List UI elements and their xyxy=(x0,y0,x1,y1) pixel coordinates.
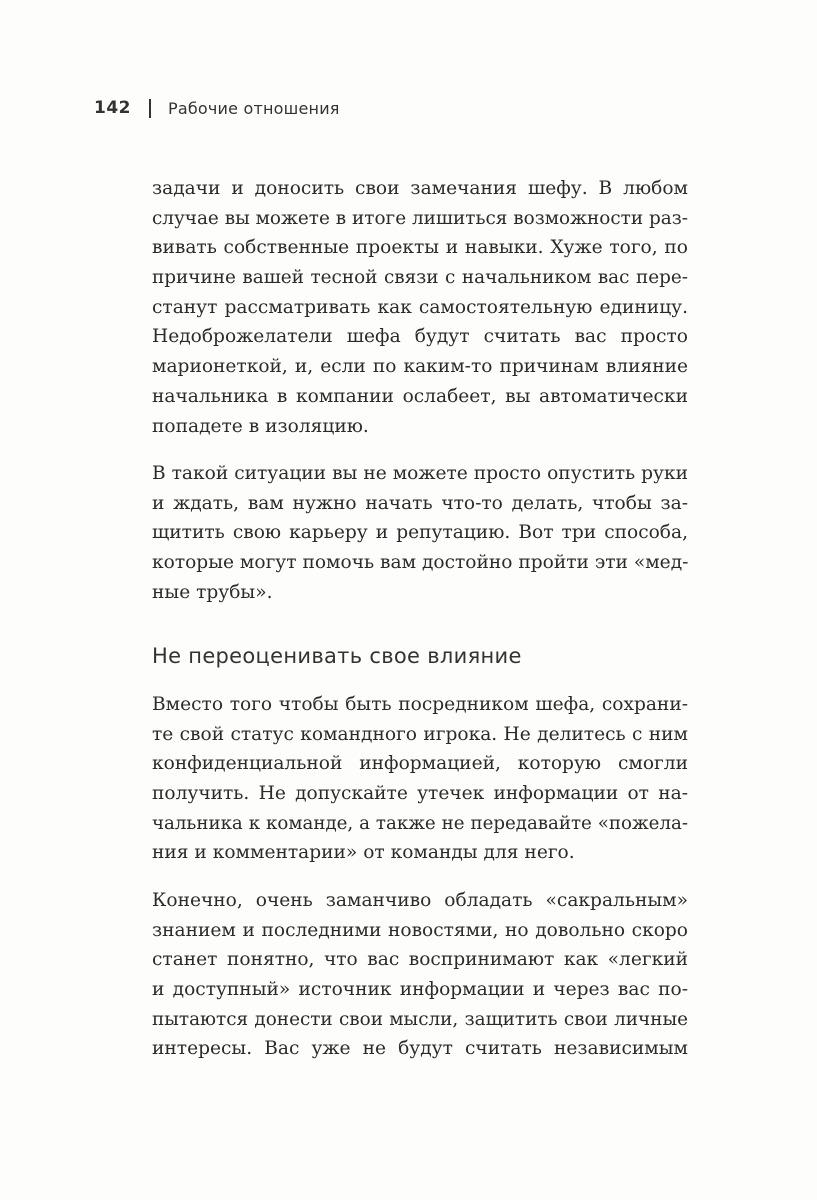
text-line: и ждать, вам нужно начать что-то делать, чтобы за- xyxy=(152,492,688,514)
text-line: и доступный» источник информации и через вас по- xyxy=(152,979,688,1001)
text-line: вивать собственные проекты и навыки. Хуже того, по xyxy=(152,237,688,259)
text-line: Недоброжелатели шефа будут считать вас просто xyxy=(152,326,688,348)
running-header xyxy=(94,95,340,121)
page-number: 142 xyxy=(94,98,131,118)
text-line: те свой статус командного игрока. Не делитесь с ним xyxy=(152,723,688,745)
text-line: Вместо того чтобы быть посредником шефа, сохрани- xyxy=(152,694,688,715)
text-line: случае вы можете в итоге лишиться возможности раз- xyxy=(152,207,688,229)
text-line: которые могут помочь вам достойно пройти эти «мед- xyxy=(152,552,689,574)
paragraph-3 xyxy=(152,690,688,868)
text-line: получить. Не допускайте утечек информации от на- xyxy=(152,783,688,805)
text-line: начальника в компании ослабеет, вы автоматически xyxy=(152,385,688,407)
text-line: интересы. Вас уже не будут считать независимым xyxy=(152,1038,688,1060)
text-line: станут рассматривать как самостоятельную единицу. xyxy=(152,296,688,318)
paragraph-4 xyxy=(152,886,688,1064)
text-line: щитить свою карьеру и репутацию. Вот три способа, xyxy=(152,522,688,544)
text-line: конфиденциальной информацией, которую смогли xyxy=(152,753,688,775)
section-title: Рабочие отношения xyxy=(168,98,340,118)
subheading: Не переоценивать свое влияние xyxy=(152,644,522,668)
text-line: В такой ситуации вы не можете просто опустить руки xyxy=(152,463,688,484)
text-line: ные трубы». xyxy=(152,581,273,603)
text-line: попадете в изоляцию. xyxy=(152,415,369,437)
text-line: знанием и последними новостями, но довольно скоро xyxy=(152,919,688,941)
header-divider xyxy=(149,99,151,118)
text-line: пытаются донести свои мысли, защитить свои личные xyxy=(152,1008,688,1030)
text-line: причине вашей тесной связи с начальником вас пере- xyxy=(152,267,688,289)
text-line: задачи и доносить свои замечания шефу. В любом xyxy=(152,178,688,199)
text-line: марионеткой, и, если по каким-то причинам влияние xyxy=(152,356,688,378)
text-line: чальника к команде, а также не передавайте «пожела- xyxy=(152,812,688,834)
text-line: станет понятно, что вас воспринимают как «легкий xyxy=(152,949,688,971)
paragraph-1 xyxy=(152,174,688,441)
paragraph-2 xyxy=(152,459,688,607)
text-line: Конечно, очень заманчиво обладать «сакральным» xyxy=(152,890,688,911)
text-line: ния и комментарии» от команды для него. xyxy=(152,842,575,864)
